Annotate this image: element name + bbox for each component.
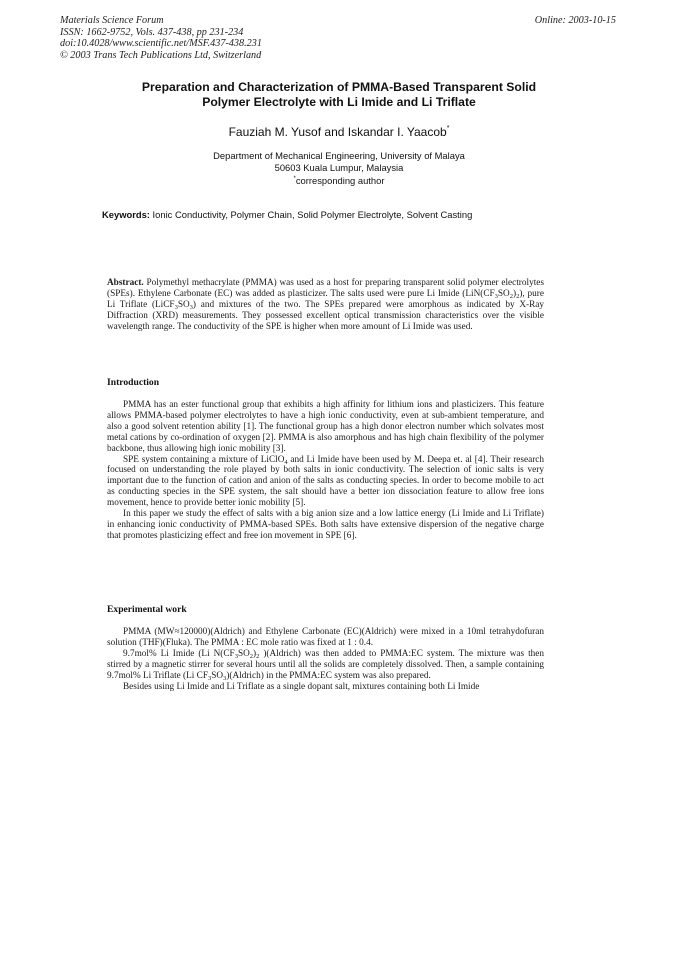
experimental-para-2b: SO: [237, 648, 250, 659]
introduction-heading: Introduction: [107, 377, 160, 388]
introduction-para-2a: SPE system containing a mixture of LiClO: [123, 454, 285, 465]
experimental-para-2: [107, 649, 544, 682]
paper-title: [80, 80, 598, 110]
introduction-body: [107, 400, 544, 542]
sub-2: 2: [249, 652, 254, 660]
corresponding-note-text: corresponding author: [295, 174, 385, 186]
title-line-2: Polymer Electrolyte with Li Imide and Li Triflate: [202, 95, 476, 109]
doi-line: doi:10.4028/www.scientific.net/MSF.437-438.231: [60, 38, 262, 50]
abstract-text-1: Polymethyl methacrylate (PMMA) was used as a host for preparing transparent solid polymer electrolytes (SPEs). Ethylene Carbonate (EC) was added as plasticizer. The salts used were pure Li Imide (LiN(CF: [107, 278, 544, 299]
corresponding-note: [80, 174, 598, 187]
experimental-para-1: PMMA (MW≈120000)(Aldrich) and Ethylene Carbonate (EC)(Aldrich) were mixed in a 10ml tetrahydofuran solution (THF)(Fluka). The PMMA : EC mole ratio was fixed at 1 : 0.4.: [107, 627, 544, 648]
keywords-label: Keywords:: [102, 209, 150, 220]
experimental-para-2f: )(Aldrich) in the PMMA:EC system was also prepared.: [226, 670, 431, 681]
online-date: Online: 2003-10-15: [534, 15, 616, 26]
sub-3: 3: [189, 303, 193, 311]
abstract-label: Abstract.: [107, 278, 144, 288]
corresponding-note-mark: *: [293, 175, 296, 182]
introduction-para-2: [107, 455, 544, 510]
experimental-para-2a: 9.7mol% Li Imide (Li N(CF: [123, 648, 235, 659]
sub-2: 2: [516, 292, 520, 300]
abstract-text-2: SO: [497, 288, 510, 299]
introduction-para-3: In this paper we study the effect of salts with a big anion size and a low lattice energy (Li Imide and Li Triflate) in enhancing ionic conductivity of PMMA-based SPEs. Both salts have extensive dispersion of the negative charge that promotes plasticizing effect and free ion movement in SPE [6].: [107, 509, 544, 541]
sub-4: 4: [284, 458, 288, 466]
keywords-text: Ionic Conductivity, Polymer Chain, Solid Polymer Electrolyte, Solvent Casting: [152, 209, 473, 220]
keywords: [102, 209, 472, 220]
affiliation: [80, 150, 598, 186]
experimental-para-3: Besides using Li Imide and Li Triflate as a single dopant salt, mixtures containing both Li Imide: [123, 681, 480, 692]
title-line-1: Preparation and Characterization of PMMA-Based Transparent Solid: [141, 80, 537, 94]
experimental-para-2c: ): [253, 648, 257, 659]
sub-3: 3: [494, 292, 498, 300]
corresponding-mark: *: [446, 125, 450, 132]
sub-3: 3: [174, 303, 178, 311]
affiliation-dept: Department of Mechanical Engineering, University of Malaya: [213, 150, 465, 161]
experimental-heading: Experimental work: [107, 604, 187, 615]
author-list: [80, 125, 598, 139]
journal-header: [60, 15, 262, 61]
experimental-para-2d: )(Aldrich) was then added to PMMA:EC system. The mixture was then stirred by a magnetic stirrer for several hours until all the solids are completely dissolved. Then, a sample containing 9.7mol% Li Triflate (Li CF: [107, 648, 544, 681]
introduction-para-2b: and Li Imide have been used by M. Deepa et. al [4]. Their research focused on understanding the role played by both salts in ionic conductivity. The selection of ionic salts is very important due to the function of cation and anion of the salts as conducting species. In order to become mobile to act as conducting species in the SPE system, the salt should have a better ion dissociation feature to allow free ions movement, hence to provide better ionic mobility [5].: [107, 454, 545, 509]
issn-line: ISSN: 1662-9752, Vols. 437-438, pp 231-234: [60, 26, 244, 38]
abstract-text-3: ): [512, 288, 517, 299]
journal-name: Materials Science Forum: [60, 15, 164, 26]
introduction-para-1: PMMA has an ester functional group that exhibits a high affinity for lithium ions and plasticizers. This feature allows PMMA-based polymer electrolytes to have a high ionic conductivity, even at sub-ambient temperature, and also a good solvent retention ability [1]. The functional group has a high donor electron number which solvates most metal cations by co-ordination of oxygen [2]. PMMA is also amorphous and has high chain flexibility of the polymer backbone, thus allowing high ionic mobility [3].: [107, 400, 544, 454]
sub-3: 3: [234, 652, 238, 660]
sub-3: 3: [207, 674, 212, 682]
experimental-body: [107, 627, 544, 692]
experimental-para-2e: SO: [211, 670, 224, 681]
affiliation-city: 50603 Kuala Lumpur, Malaysia: [274, 161, 404, 173]
abstract-text-4: ), pure Li Triflate (LiCF: [107, 288, 544, 310]
sub-2: 2: [509, 292, 513, 300]
sub-2: 2: [256, 652, 260, 660]
sub-3: 3: [223, 674, 227, 682]
abstract: [107, 278, 544, 333]
author-names: Fauziah M. Yusof and Iskandar I. Yaacob: [228, 125, 447, 139]
abstract-text-6: ) and mixtures of the two. The SPEs prepared were amorphous as indicated by X-Ray Diffraction (XRD) measurements. They possessed excellent optical transmission characteristics over the visible wavelength range. The conductivity of the SPE is higher when more amount of Li Imide was used.: [107, 299, 544, 332]
abstract-text-5: SO: [177, 299, 190, 310]
copyright-line: © 2003 Trans Tech Publications Ltd, Switzerland: [60, 49, 262, 61]
